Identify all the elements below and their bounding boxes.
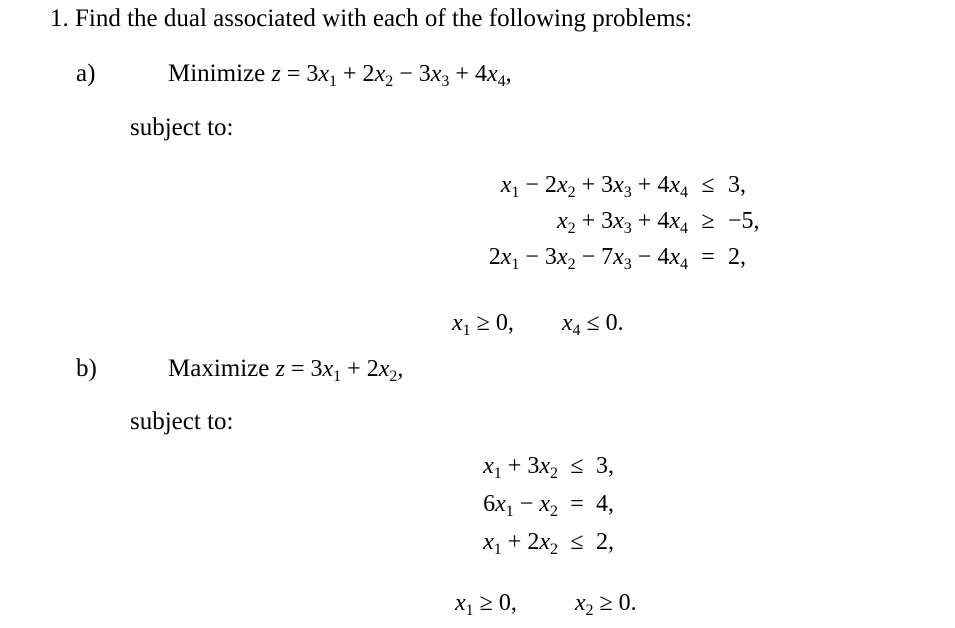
- part-a-subject-to: subject to:: [130, 114, 234, 141]
- constraint-relation: =: [701, 244, 715, 270]
- constraint-lhs: $x_1 + 2x_2$: [483, 529, 558, 558]
- sign-restriction: $x_4 \le 0$.: [561, 310, 624, 339]
- constraint-relation: =: [570, 491, 584, 517]
- part-a-objective-var: z: [271, 61, 281, 87]
- constraint-lhs: $x_1 - 2x_2 + 3x_3 + 4x_4$: [500, 172, 688, 201]
- constraint-row: [400, 451, 700, 481]
- constraint-relation: ≤: [570, 453, 584, 479]
- constraint-lhs: $2x_1 - 3x_2 - 7x_3 - 4x_4$: [488, 244, 688, 273]
- constraint-rhs: 2,: [728, 244, 746, 270]
- constraint-rhs: 3,: [596, 453, 614, 479]
- part-b-constraints: [400, 451, 700, 557]
- problem-number: 1.: [50, 5, 69, 32]
- part-a-objective-expr: $3x_1 + 2x_2 - 3x_3 + 4x_4$,: [306, 61, 512, 90]
- part-b-objective: Maximize $z = 3x_1 + 2x_2$,: [168, 355, 404, 385]
- constraint-lhs: $x_1 + 3x_2$: [483, 453, 558, 482]
- constraint-lhs: $x_2 + 3x_3 + 4x_4$: [556, 208, 688, 237]
- sign-restriction: $x_1 \ge 0$,: [455, 590, 517, 619]
- part-b-subject-to: subject to:: [130, 408, 234, 435]
- constraint-rhs: 4,: [596, 491, 614, 517]
- sign-restriction: $x_2 \ge 0$.: [574, 590, 637, 619]
- constraint-row: [380, 170, 780, 200]
- constraint-rhs: 3,: [728, 172, 746, 198]
- part-b-objective-word: Maximize: [168, 355, 270, 382]
- sign-restriction: $x_1 \ge 0$,: [452, 310, 514, 339]
- part-a-sign-restrictions: [452, 308, 624, 338]
- constraint-lhs: $6x_1 - x_2$: [483, 491, 558, 520]
- constraint-relation: ≤: [570, 529, 584, 555]
- part-b-sign-restrictions: [455, 588, 637, 618]
- constraint-row: [400, 527, 700, 557]
- part-a-label: a): [76, 60, 96, 87]
- part-a-objective-word: Minimize: [168, 60, 266, 87]
- constraint-relation: ≥: [701, 208, 715, 234]
- problem-instruction: Find the dual associated with each of the following problems:: [75, 5, 693, 32]
- constraint-rhs: −5,: [728, 208, 760, 234]
- part-b-objective-var: z: [275, 356, 285, 382]
- part-a-constraints: [380, 170, 780, 272]
- constraint-rhs: 2,: [596, 529, 614, 555]
- constraint-relation: ≤: [701, 172, 715, 198]
- constraint-row: [400, 489, 700, 519]
- part-b-objective-expr: $3x_1 + 2x_2$,: [310, 356, 404, 385]
- part-a-objective: Minimize $z = 3x_1 + 2x_2 - 3x_3 + 4x_4$,: [168, 60, 512, 90]
- part-b-label: b): [76, 355, 97, 382]
- constraint-row: [380, 242, 780, 272]
- constraint-row: [380, 206, 780, 236]
- problem-header: [50, 4, 692, 34]
